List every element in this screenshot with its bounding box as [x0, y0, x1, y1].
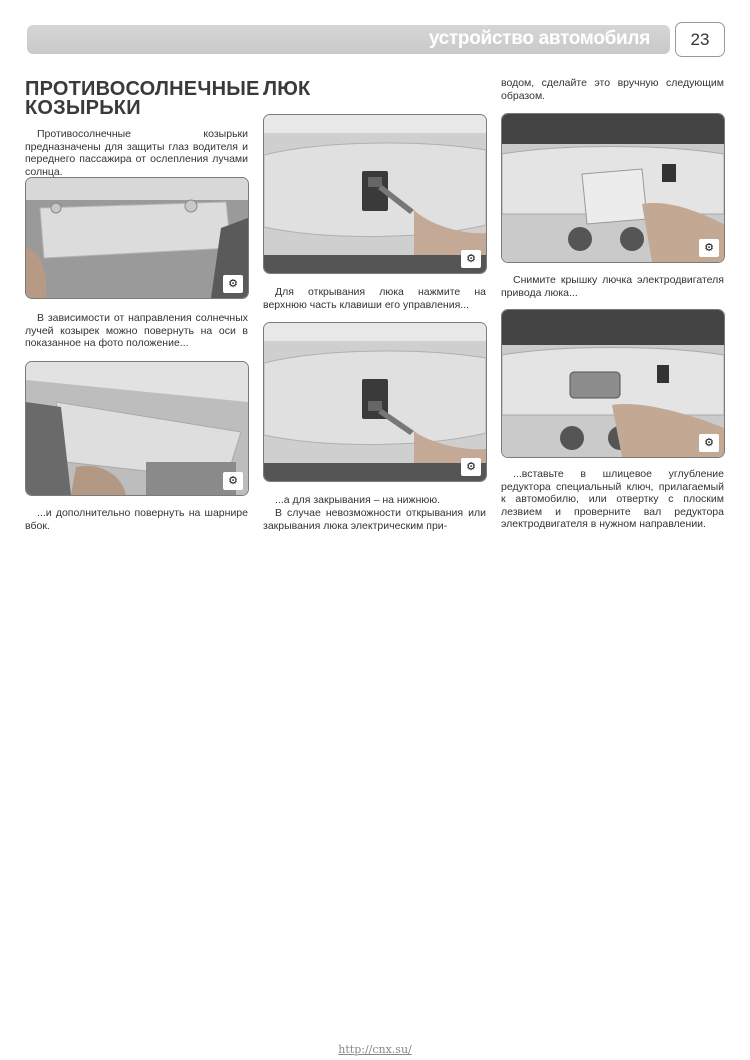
wrench-car-icon: ⚙: [699, 434, 719, 452]
heading-sun-visors-line2: КОЗЫРЬКИ: [25, 97, 141, 119]
caption-insert-key: ...вставьте в шлицевое углубление редуктора специальный ключ, прилагаемый к автомобилю, или отвертку с плоским лезвием и проверните вал редуктора электродвигателя в нужном направлении.: [501, 468, 724, 531]
caption-open-switch: Для открывания люка нажмите на верхнюю часть клавиши его управления...: [263, 286, 486, 311]
wrench-car-icon: ⚙: [223, 275, 243, 293]
wrench-car-icon: ⚙: [461, 250, 481, 268]
heading-sunroof: ЛЮК: [263, 78, 311, 100]
heading-sun-visors-line1: ПРОТИВОСОЛНЕЧНЫЕ: [25, 78, 260, 100]
photo-sunroof-open-switch: [263, 114, 487, 274]
photo-sunroof-close-switch: [263, 322, 487, 482]
photo-gear-key: [501, 309, 725, 458]
caption-close-switch: ...а для закрывания – на нижнюю.: [275, 494, 441, 506]
sun-visor-intro: Противосолнечные козырьки предназначены для защиты глаз водителя и переднего пассажира от ослепления лучами солнца.: [25, 128, 248, 178]
photo-sun-visor-side: [25, 361, 249, 496]
section-title: устройство автомобиля: [428, 28, 650, 49]
wrench-car-icon: ⚙: [461, 458, 481, 476]
manual-operation-continuation: водом, сделайте это вручную следующим образом.: [501, 77, 724, 102]
manual-operation-paragraph: В случае невозможности открывания или закрывания люка электрическим при-: [263, 507, 486, 532]
caption-visor-rotate: В зависимости от направления солнечных лучей козырек можно повернуть на оси в показанное на фото положение...: [25, 312, 248, 350]
header-bar: [27, 25, 670, 54]
photo-motor-cover: [501, 113, 725, 263]
caption-visor-side: ...и дополнительно повернуть на шарнире вбок.: [25, 507, 248, 532]
page-number: 23: [675, 22, 725, 57]
footer-url[interactable]: http://cnx.su/: [338, 1043, 412, 1056]
photo-sun-visor-down: [25, 177, 249, 299]
caption-remove-cover: Снимите крышку лючка электродвигателя привода люка...: [501, 274, 724, 299]
wrench-car-icon: ⚙: [699, 239, 719, 257]
wrench-car-icon: ⚙: [223, 472, 243, 490]
